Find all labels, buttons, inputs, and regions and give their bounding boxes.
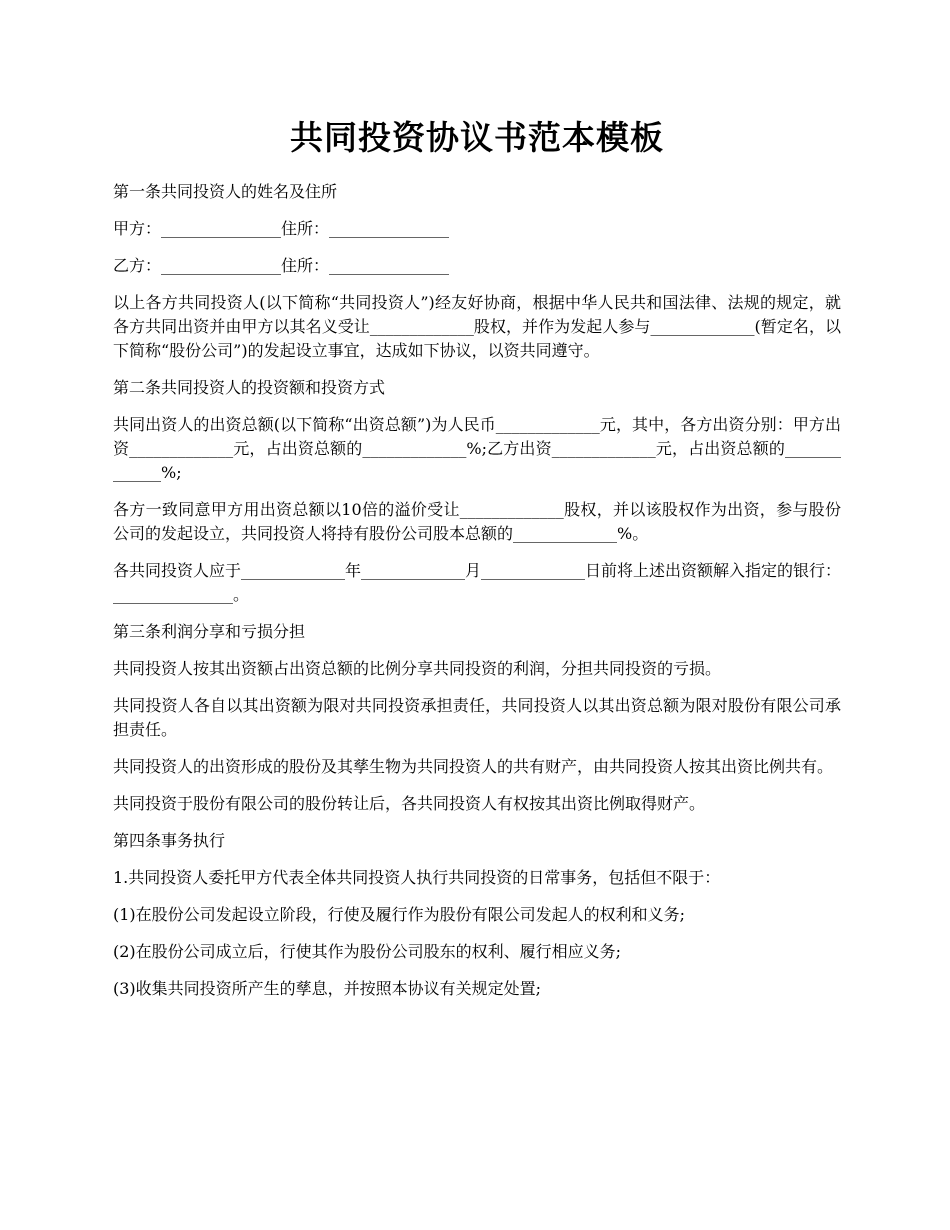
premium-paragraph: 各方一致同意甲方用出资总额以10倍的溢价受让_____________股权，并以该股权作为出资，参与股份公司的发起设立，共同投资人将持有股份公司股本总额的_____________%。: [113, 500, 841, 543]
party-b-line: 乙方：_______________住所：_______________: [113, 256, 450, 275]
document-title: 共同投资协议书范本模板: [290, 118, 664, 157]
profit-sharing-paragraph: 共同投资人按其出资额占出资总额的比例分享共同投资的利润，分担共同投资的亏损。: [113, 659, 722, 678]
document-page: [113, 112, 841, 1014]
liability-paragraph: 共同投资人各自以其出资额为限对共同投资承担责任，共同投资人以其出资总额为限对股份有限公司承担责任。: [113, 696, 841, 739]
joint-property-paragraph: 共同投资人的出资形成的股份及其孳生物为共同投资人的共有财产，由共同投资人按其出资比例共有。: [113, 757, 834, 776]
clause-1-item-2: (2)在股份公司成立后，行使其作为股份公司股东的权利、履行相应义务;: [113, 942, 622, 961]
section-heading-4: 第四条事务执行: [113, 831, 226, 850]
preamble-paragraph: 以上各方共同投资人(以下简称“共同投资人”)经友好协商，根据中华人民共和国法律、法规的规定，就各方共同出资并由甲方以其名义受让_____________股权，并作为发起人参与_____________(暂定名，以下简称“股份公司”)的发起设立事宜，达成如下协议，以资共同遵守。: [113, 293, 841, 360]
section-heading-2: 第二条共同投资人的投资额和投资方式: [113, 378, 386, 397]
party-a-line: 甲方：_______________住所：_______________: [113, 219, 450, 238]
clause-1-paragraph: 1.共同投资人委托甲方代表全体共同投资人执行共同投资的日常事务，包括但不限于：: [113, 868, 721, 887]
transfer-paragraph: 共同投资于股份有限公司的股份转让后，各共同投资人有权按其出资比例取得财产。: [113, 794, 706, 813]
section-heading-1: 第一条共同投资人的姓名及住所: [113, 182, 338, 201]
clause-1-item-1: (1)在股份公司发起设立阶段，行使及履行作为股份有限公司发起人的权利和义务;: [113, 905, 686, 924]
section-heading-3: 第三条利润分享和亏损分担: [113, 622, 306, 641]
clause-1-item-3: (3)收集共同投资所产生的孳息，并按照本协议有关规定处置;: [113, 979, 542, 998]
deadline-paragraph: 各共同投资人应于_____________年_____________月_____________日前将上述出资额解入指定的银行：_______________。: [113, 561, 842, 604]
contribution-paragraph: 共同出资人的出资总额(以下简称“出资总额”)为人民币_____________元，其中，各方出资分别：甲方出资_____________元，占出资总额的_____________%;乙方出资_____________元，占出资总额的_____________%;: [113, 415, 841, 482]
